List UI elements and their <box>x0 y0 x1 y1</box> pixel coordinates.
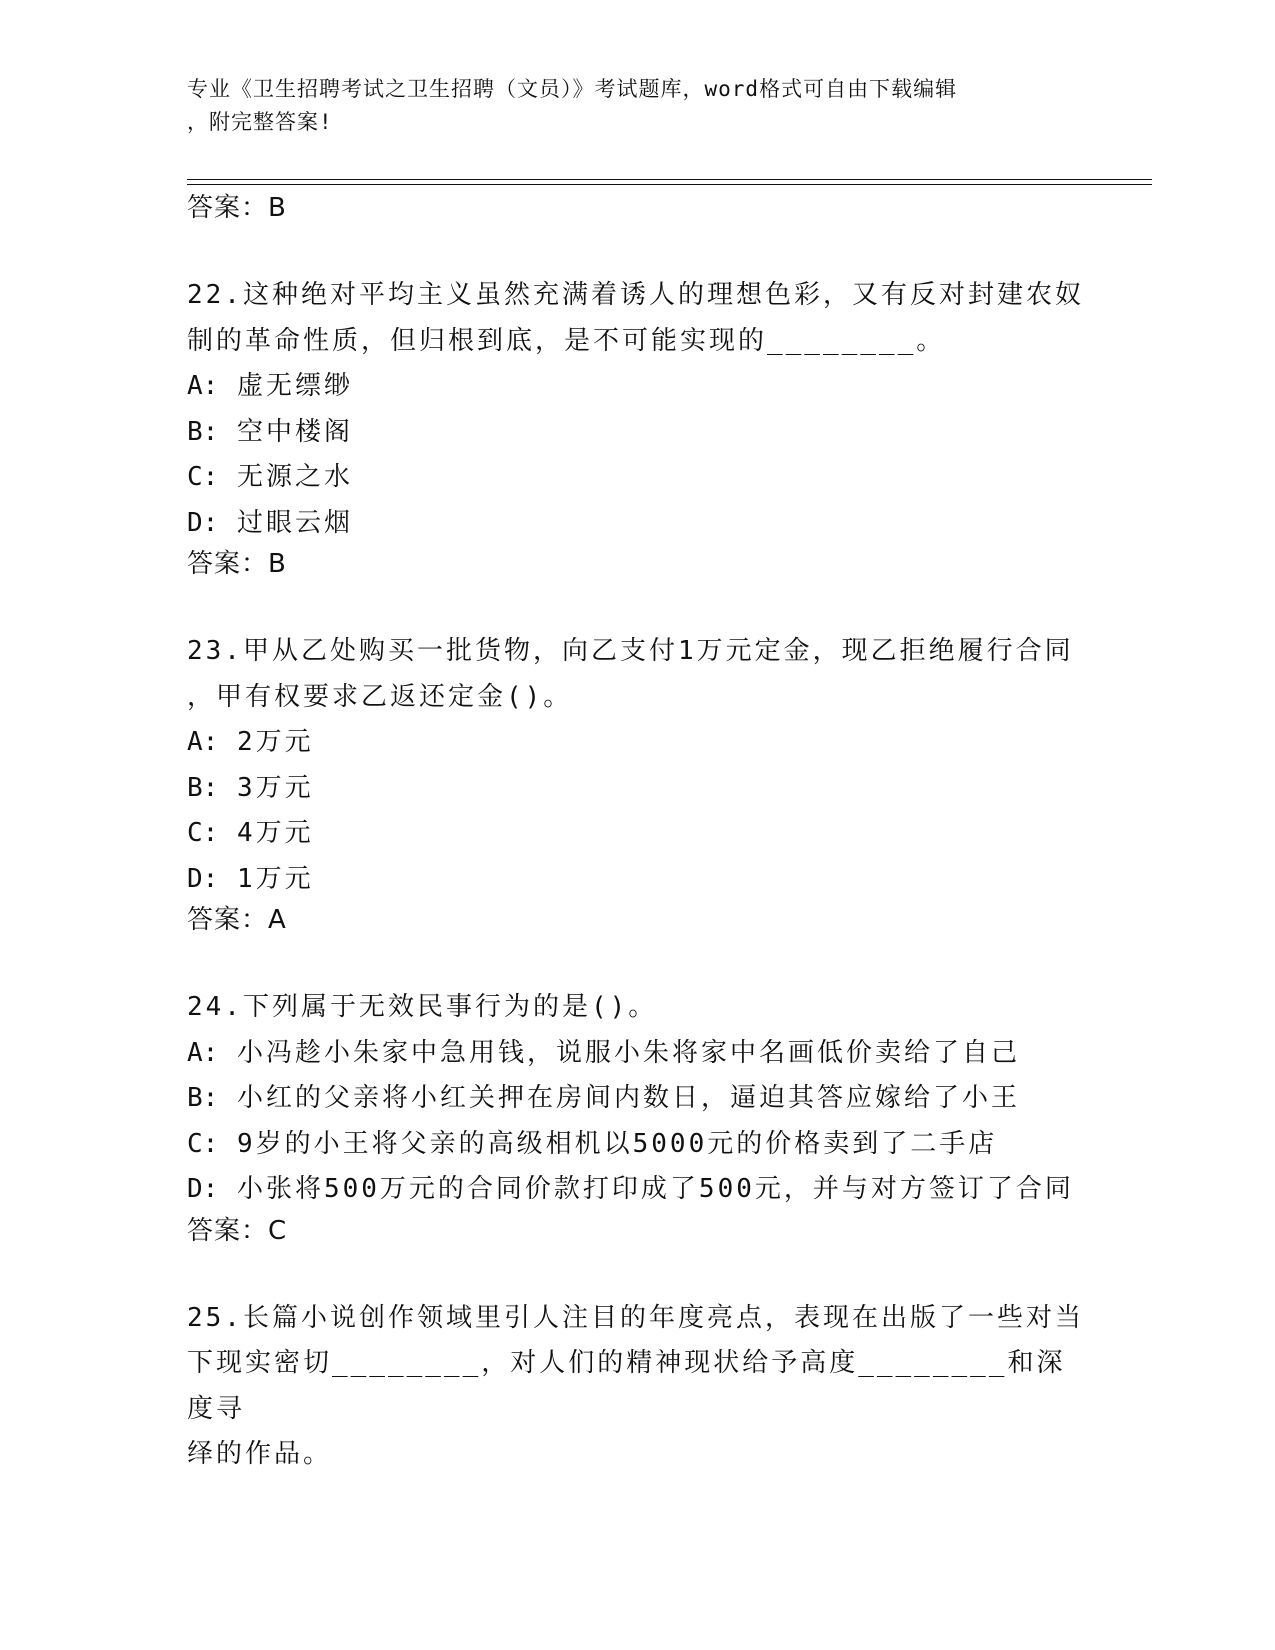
question-22 <box>187 273 1087 582</box>
answer-line: 答案：B <box>187 193 287 223</box>
option-letter: C: <box>187 462 219 492</box>
answer-line: 答案：A <box>187 905 287 935</box>
answer-line: 答案：C <box>187 1215 288 1246</box>
option-b <box>187 410 1087 456</box>
option-c <box>187 455 1087 501</box>
answer-line: 答案：B <box>187 549 287 579</box>
option-d <box>187 1167 1087 1213</box>
header-divider-top <box>187 179 1152 180</box>
question-stem <box>187 273 1087 364</box>
option-letter: A: <box>187 727 219 757</box>
option-letter: A: <box>187 1037 219 1068</box>
page-header <box>187 73 1067 139</box>
option-text: 无源之水 <box>218 462 353 492</box>
question-stem <box>187 985 1087 1031</box>
question-stem <box>187 1296 1087 1478</box>
stem-line: 23.甲从乙处购买一批货物，向乙支付1万元定金，现乙拒绝履行合同 <box>187 636 1074 666</box>
option-text: 4万元 <box>218 818 314 848</box>
question-23 <box>187 629 1087 938</box>
question-stem <box>187 629 1087 720</box>
option-letter: D: <box>187 863 219 894</box>
option-a <box>187 720 1087 766</box>
stem-line: 22.这种绝对平均主义虽然充满着诱人的理想色彩，又有反对封建农奴 <box>187 280 1084 310</box>
option-text: 小张将500万元的合同价款打印成了500元，并与对方签订了合同 <box>218 1174 1074 1204</box>
question-25 <box>187 1296 1087 1478</box>
option-b <box>187 1076 1087 1122</box>
option-text: 1万元 <box>218 863 314 894</box>
stem-line: 25.长篇小说创作领域里引人注目的年度亮点，表现在出版了一些对当 <box>187 1302 1084 1333</box>
option-text: 虚无缥缈 <box>218 371 353 401</box>
stem-line: ，甲有权要求乙返还定金()。 <box>187 681 573 712</box>
header-line-2: ，附完整答案! <box>187 110 333 134</box>
option-letter: B: <box>187 772 219 803</box>
option-text: 小冯趁小朱家中急用钱，说服小朱将家中名画低价卖给了自己 <box>218 1037 1020 1068</box>
option-text: 空中楼阁 <box>218 416 353 447</box>
option-letter: B: <box>187 416 219 447</box>
question-list <box>187 190 1087 1478</box>
option-letter: D: <box>187 1174 219 1204</box>
header-divider-bottom <box>187 184 1152 185</box>
option-text: 2万元 <box>218 727 314 757</box>
option-text: 3万元 <box>218 772 314 803</box>
option-text: 小红的父亲将小红关押在房间内数日，逼迫其答应嫁给了小王 <box>218 1083 1020 1113</box>
stem-line: 制的革命性质，但归根到底，是不可能实现的________。 <box>187 325 946 356</box>
option-a <box>187 1031 1087 1077</box>
option-d <box>187 501 1087 547</box>
stem-line: 24.下列属于无效民事行为的是()。 <box>187 992 658 1022</box>
stem-line: 绎的作品。 <box>187 1439 333 1469</box>
header-line-1: 专业《卫生招聘考试之卫生招聘（文员）》考试题库，word格式可自由下载编辑 <box>187 77 958 101</box>
option-letter: D: <box>187 507 219 538</box>
option-letter: A: <box>187 371 219 401</box>
option-d <box>187 857 1087 903</box>
option-text: 过眼云烟 <box>218 507 353 538</box>
option-letter: C: <box>187 1128 219 1159</box>
option-b <box>187 766 1087 812</box>
option-a <box>187 364 1087 410</box>
option-letter: B: <box>187 1083 219 1113</box>
stem-line: 下现实密切________，对人们的精神现状给予高度________和深度寻 <box>187 1348 1066 1424</box>
option-c <box>187 1122 1087 1168</box>
option-text: 9岁的小王将父亲的高级相机以5000元的价格卖到了二手店 <box>218 1128 998 1159</box>
option-c <box>187 811 1087 857</box>
question-24 <box>187 985 1087 1249</box>
option-letter: C: <box>187 818 219 848</box>
